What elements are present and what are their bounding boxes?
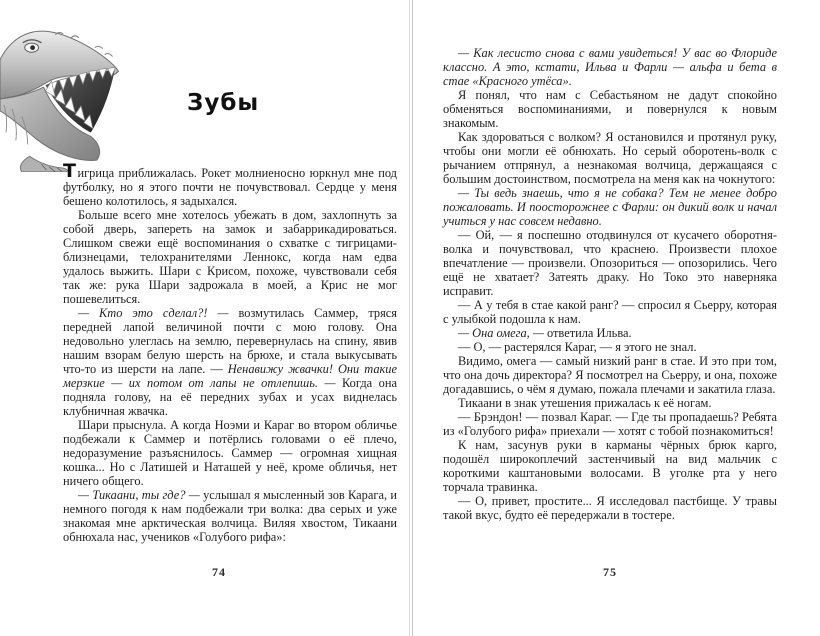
text-run: услышал я мысленный зов Карага, и немного погодя к нам подбежали три волка: два серых и уже знакомая мне арктическая волчица. Виляя хвостом, Тикаани обнюхала нас, учеников «Голубого рифа»: — [63, 488, 397, 544]
paragraph — [443, 354, 777, 396]
italic-text-run: — Кто это сделал?! — — [78, 306, 239, 320]
paragraph — [443, 298, 777, 326]
text-run: игрица приближалась. Рокет молниеносно юркнул мне под футболку, но я этого почти не почувствовал. Сердце у меня бешено колотилось, я задыхался. — [63, 166, 397, 208]
page-number-left: 74 — [212, 565, 226, 579]
paragraph — [63, 306, 397, 418]
text-run: Больше всего мне хотелось убежать в дом, захлопнуть за собой дверь, запереть на замок и забаррикадироваться. Слишком свежи ещё воспоминания о схватке с тигрицами-близнецами, телохранителями Леннокс, когда нам едва удалось выжить. Шари с Крисом, похоже, чувствовали себя так же: рука Шари задрожала в моей, а Крис не мог пошевелиться. — [63, 208, 397, 306]
paragraph — [63, 418, 397, 488]
text-run: возмутилась Саммер, тряся передней лапой величиной почти с мою голову. Она недовольно улеглась на землю, перевернулась на спину, явив нашим взорам белую шерсть на брюхе, и стала выкусывать что-то из шерсти на лапе. — — [63, 306, 397, 376]
paragraph — [443, 396, 777, 410]
italic-text-run: — Тикаани, ты где? — — [78, 488, 204, 502]
italic-text-run: — Ты ведь знаешь, что я не собака? Тем не менее добро пожаловать. И поосторожнее с Фарли: он дикий волк и начал учиться у нас совсем недавно. — [443, 186, 777, 228]
italic-text-run: — Она омега, — — [458, 326, 547, 340]
paragraph — [443, 228, 777, 298]
text-run: — О, привет, простите... Я исследовал пастбище. У травы такой вкус, будто её передержали в тостере. — [443, 494, 777, 522]
text-run: — Ой, — я поспешно отодвинулся от кусачего оборотня-волка и почувствовал, что краснею. Произвести плохое впечатление — произвели. Опозориться — опозорились. Чего ещё не хватает? Затеять драку. Но Токо это наверняка исправит. — [443, 228, 777, 298]
drop-cap: Т — [63, 160, 77, 182]
text-run: Тикаани в знак утешения прижалась к её ногам. — [458, 396, 712, 410]
paragraph — [63, 160, 397, 208]
paragraph — [443, 88, 777, 130]
text-run: ответила Ильва. — [546, 326, 632, 340]
crocodile-illustration — [0, 22, 158, 172]
text-run: К нам, засунув руки в карманы чёрных брюк карго, подошёл широкоплечий застенчивый на вид мальчик с короткими каштановыми волосами. В уголке рта у него торчала травинка. — [443, 438, 777, 494]
page-number-right: 75 — [603, 565, 617, 579]
paragraph — [443, 46, 777, 88]
paragraph — [443, 340, 777, 354]
paragraph — [443, 410, 777, 438]
paragraph — [443, 326, 777, 340]
text-run: Видимо, омега — самый низкий ранг в стае. И это при том, что она дочь директора? Я посмотрел на Сьерру, и она, похоже догадавшись, о чём я думаю, пожала плечами и закатила глаза. — [443, 354, 777, 396]
italic-text-run: Ненавижу жвачки! Они такие мерзкие — их потом от лапы не отлепишь. — — [63, 362, 398, 390]
paragraph — [63, 488, 397, 544]
spine-gutter-line — [412, 0, 413, 636]
chapter-title: Зубы — [187, 90, 260, 116]
text-run: Как здороваться с волком? Я остановился и протянул руку, чтобы они могли её обнюхать. Но серый оборотень-волк с рычанием отпрянул, а незнакомая волчица, держащаяся с большим достоинством, посмотрела на меня как на чокнутого: — [443, 130, 777, 186]
text-run: — Брэндон! — позвал Караг. — Где ты пропадаешь? Ребята из «Голубого рифа» приехали — хотят с тобой познакомиться! — [443, 410, 777, 438]
spine-gutter-line — [409, 0, 410, 636]
paragraph — [443, 438, 777, 494]
right-page-body — [443, 46, 777, 522]
text-run: — А у тебя в стае какой ранг? — спросил я Сьерру, которая с улыбкой подошла к нам. — [443, 298, 777, 326]
text-run: Я понял, что нам с Себастьяном не дадут спокойно обменяться воспоминаниями, и повернулся к новым знакомым. — [443, 88, 777, 130]
paragraph — [443, 494, 777, 522]
text-run: Шари прыснула. А когда Ноэми и Караг во втором обличье подбежали к Саммер и потёрлись головами о её плечо, недоразумение разъяснилось. Саммер — огромная хищная кошка... Но с Латишей и Наташей у неё, кроме обличья, нет ничего общего. — [63, 418, 397, 488]
paragraph — [63, 208, 397, 306]
text-run: — О, — растерялся Караг, — я этого не знал. — [458, 340, 697, 354]
text-run: Когда она подняла голову, на её передних зубах и усах виднелась клубничная жвачка. — [63, 376, 397, 418]
paragraph — [443, 130, 777, 186]
left-page-body — [63, 160, 398, 544]
paragraph — [443, 186, 777, 228]
italic-text-run: — Как лесисто снова с вами увидеться! У вас во Флориде классно. А это, кстати, Ильва и Фарли — альфа и бета в стае «Красного утёса». — [443, 46, 777, 88]
